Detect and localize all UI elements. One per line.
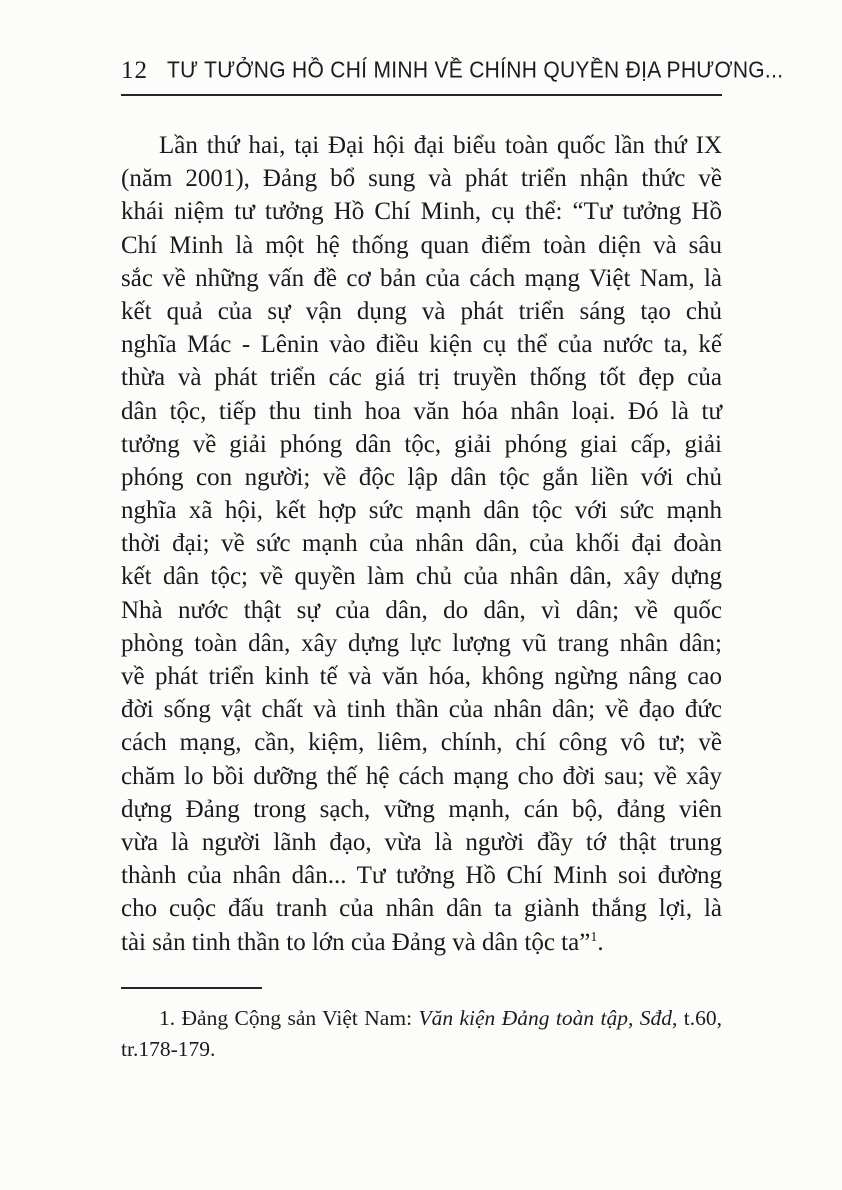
text-line: dựng Đảng trong sạch, vững mạnh, cán bộ, đảng viên: [121, 795, 722, 823]
text-line: cho cuộc đấu tranh của nhân dân ta giành thắng lợi, là: [121, 895, 722, 923]
footnote-separator: [121, 987, 262, 989]
text-line: đời sống vật chất và tinh thần của nhân dân; về đạo đức: [121, 696, 722, 724]
body-paragraph: [121, 129, 722, 959]
text-line: (năm 2001), Đảng bổ sung và phát triển nhận thức về: [121, 165, 722, 193]
text-line: phòng toàn dân, xây dựng lực lượng vũ trang nhân dân;: [121, 629, 722, 657]
text-line: kết quả của sự vận dụng và phát triển sáng tạo chủ: [121, 297, 722, 325]
text-line: Nhà nước thật sự của dân, do dân, vì dân; về quốc: [121, 596, 722, 624]
text-line: vừa là người lãnh đạo, vừa là người đầy tớ thật trung: [121, 828, 722, 856]
text-line: Lần thứ hai, tại Đại hội đại biểu toàn quốc lần thứ IX: [159, 132, 722, 159]
footnote-line: [121, 1003, 722, 1034]
header-rule: [121, 94, 722, 96]
text-line: phóng con người; về độc lập dân tộc gắn liền với chủ: [121, 463, 722, 491]
text-line: về phát triển kinh tế và văn hóa, không ngừng nâng cao: [121, 663, 722, 690]
text-line: dân tộc, tiếp thu tinh hoa văn hóa nhân loại. Đó là tư: [121, 397, 722, 425]
text-line: kết dân tộc; về quyền làm chủ của nhân dân, xây dựng: [121, 563, 722, 591]
last-line-text: tài sản tinh thần to lớn của Đảng và dân tộc ta”: [121, 928, 591, 956]
last-line-period: .: [597, 928, 604, 956]
footnote-citation-post: t.60,: [677, 1006, 722, 1030]
text-line: nghĩa xã hội, kết hợp sức mạnh dân tộc với sức mạnh: [121, 497, 722, 525]
footnote-line: tr.178-179.: [121, 1037, 216, 1061]
text-line: thời đại; về sức mạnh của nhân dân, của khối đại đoàn: [121, 530, 722, 558]
text-line: sắc về những vấn đề cơ bản của cách mạng Việt Nam, là: [121, 264, 722, 292]
text-line: chăm lo bồi dưỡng thế hệ cách mạng cho đời sau; về xây: [121, 762, 722, 790]
text-line: thừa và phát triển các giá trị truyền thống tốt đẹp của: [121, 364, 722, 392]
running-header: [121, 57, 784, 85]
text-line: thành của nhân dân... Tư tưởng Hồ Chí Minh soi đường: [121, 862, 722, 890]
text-line: tưởng về giải phóng dân tộc, giải phóng giai cấp, giải: [121, 430, 722, 458]
text-line-last: [121, 926, 722, 959]
text-line: khái niệm tư tưởng Hồ Chí Minh, cụ thể: “Tư tưởng Hồ: [121, 198, 722, 226]
text-line: nghĩa Mác - Lênin vào điều kiện cụ thể của nước ta, kế: [121, 331, 722, 359]
footnote-citation-pre: 1. Đảng Cộng sản Việt Nam:: [159, 1006, 419, 1030]
footnote-reference-superscript: 1: [590, 929, 598, 945]
text-line: cách mạng, cần, kiệm, liêm, chính, chí công vô tư; về: [121, 729, 722, 757]
footnote: [121, 1003, 722, 1065]
page-number: 12: [121, 57, 148, 84]
footnote-work-title: Văn kiện Đảng toàn tập, Sđd,: [418, 1006, 678, 1030]
text-line: Chí Minh là một hệ thống quan điểm toàn diện và sâu: [121, 231, 722, 259]
running-header-title: TƯ TƯỞNG HỒ CHÍ MINH VỀ CHÍNH QUYỀN ĐỊA PHƯƠNG...: [167, 58, 784, 83]
